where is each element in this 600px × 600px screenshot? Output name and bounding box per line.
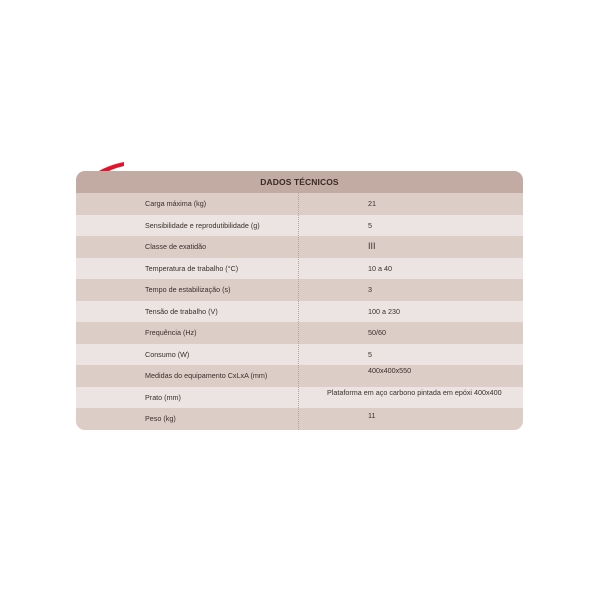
table-row: [76, 236, 523, 258]
table-body: [76, 193, 523, 430]
row-label: Classe de exatidão: [145, 242, 207, 251]
row-label: Carga máxima (kg): [145, 199, 207, 208]
row-value: 11: [368, 411, 376, 420]
row-label: Medidas do equipamento CxLxA (mm): [145, 371, 268, 380]
row-label: Temperatura de trabalho (°C): [145, 263, 239, 273]
table-row: [76, 193, 523, 215]
row-label: Tempo de estabilização (s): [145, 285, 231, 294]
row-label: Frequência (Hz): [145, 328, 197, 337]
row-value: 5: [368, 349, 372, 359]
row-value: Plataforma em aço carbono pintada em epóxi 400x400: [327, 387, 502, 397]
row-label: Consumo (W): [145, 349, 190, 359]
row-value: 5: [368, 220, 372, 230]
row-value: 100 a 230: [368, 306, 400, 316]
row-value: 3: [368, 285, 372, 294]
table-row: [76, 215, 523, 237]
row-value: III: [368, 241, 376, 251]
table-header: [76, 171, 523, 193]
row-label: Peso (kg): [145, 414, 176, 423]
row-value: 21: [368, 199, 376, 208]
row-value: 50/60: [368, 328, 386, 337]
technical-data-table: [76, 171, 523, 430]
table-row: [76, 408, 523, 430]
table-row: [76, 258, 523, 280]
table-row: [76, 301, 523, 323]
table-row: [76, 387, 523, 409]
row-value: 400x400x550: [368, 366, 412, 375]
row-label: Prato (mm): [145, 392, 181, 402]
row-value: 10 a 40: [368, 263, 392, 273]
table-title: DADOS TÉCNICOS: [260, 177, 339, 187]
row-label: Tensão de trabalho (V): [145, 306, 218, 316]
table-row: [76, 322, 523, 344]
table-row: [76, 344, 523, 366]
table-row: [76, 279, 523, 301]
column-divider: [298, 193, 299, 430]
row-label: Sensibilidade e reprodutibilidade (g): [145, 220, 260, 230]
